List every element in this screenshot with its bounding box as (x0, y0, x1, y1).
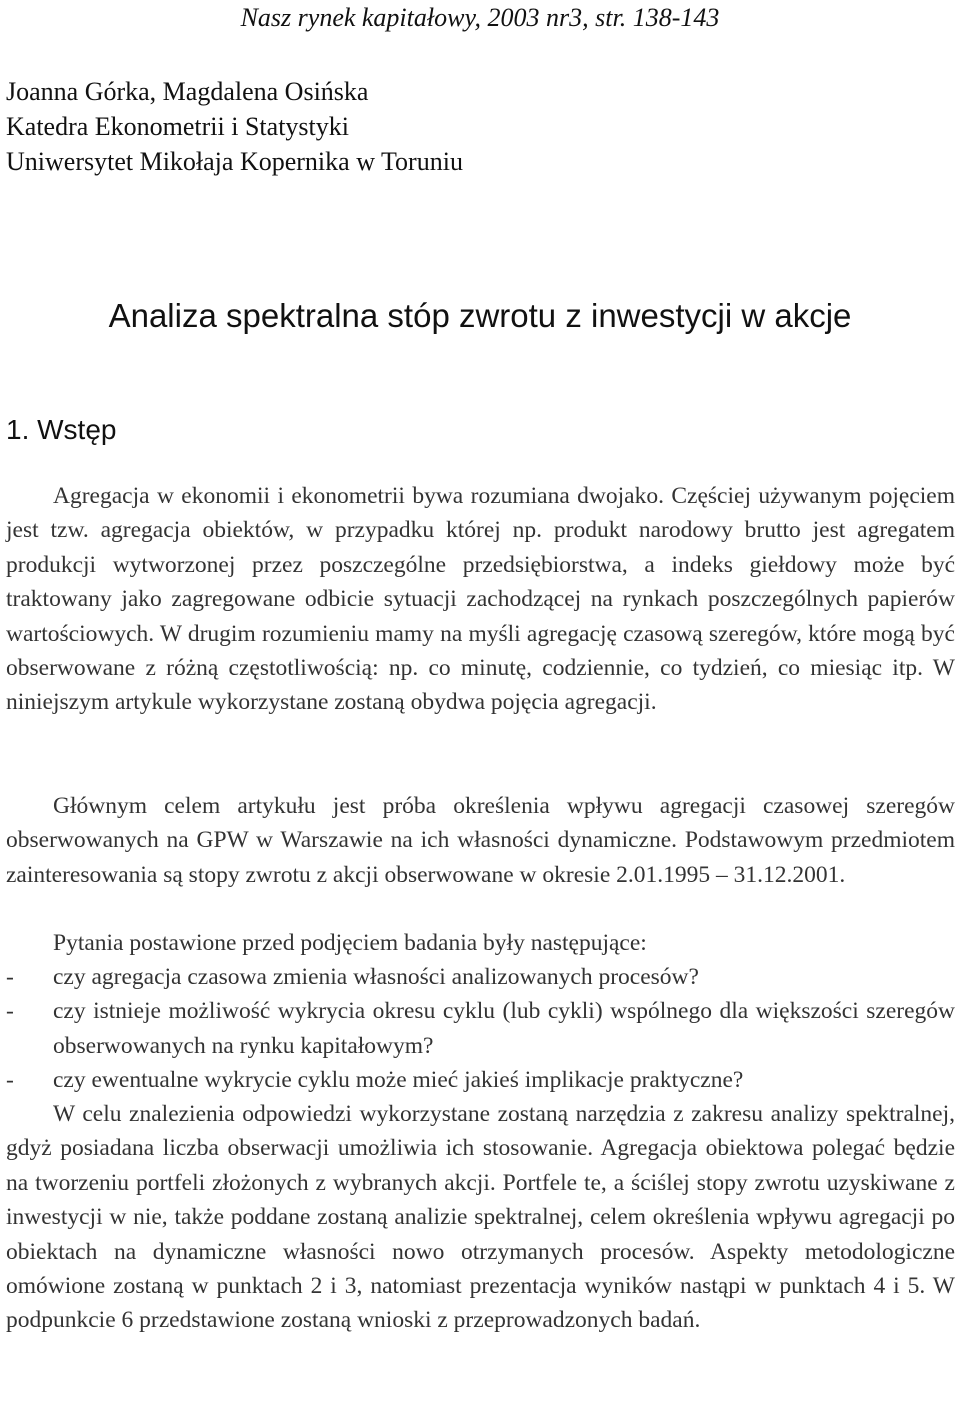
list-item (6, 994, 955, 1063)
list-item-text: czy agregacja czasowa zmienia własności analizowanych procesów? (53, 964, 699, 990)
intro-paragraph-2: Głównym celem artykułu jest próba określenia wpływu agregacji czasowej szeregów obserwowanych na GPW w Warszawie na ich własności dynamiczne. Podstawowym przedmiotem zainteresowania są stopy zwrotu z akcji obserwowane w okresie 2.01.1995 – 31.12.2001. (6, 793, 955, 888)
list-bullet: - (6, 998, 14, 1025)
intro-paragraph-1: Agregacja w ekonomii i ekonometrii bywa rozumiana dwojako. Częściej używanym pojęciem jest tzw. agregacja obiektów, w przypadku której np. produkt narodowy brutto jest agregatem produkcji wytworzonej przez poszczególne przedsiębiorstwa, a indeks giełdowy może być traktowany jako zagregowane odbicie sytuacji zachodzącej na rynkach poszczególnych papierów wartościowych. W drugim rozumieniu mamy na myśli agregację czasową szeregów, które mogą być obserwowane z różną częstotliwością: np. co minutę, codziennie, co tydzień, co miesiąc itp. W niniejszym artykule wykorzystane zostaną obydwa pojęcia agregacji. (6, 483, 955, 716)
author-department: Katedra Ekonometrii i Statystyki (6, 112, 349, 141)
list-item-text: czy istnieje możliwość wykrycia okresu cyklu (lub cykli) wspólnego dla większości szeregów obserwowanych na rynku kapitałowym? (53, 998, 955, 1059)
paper-title: Analiza spektralna stóp zwrotu z inwestycji w akcje (108, 297, 852, 334)
intro-paragraph-4: W celu znalezienia odpowiedzi wykorzystane zostaną narzędzia z zakresu analizy spektralnej, gdyż posiadana liczba obserwacji umożliwia ich stosowanie. Agregacja obiektowa polegać będzie na tworzeniu portfeli złożonych z wybranych akcji. Portfele te, a ściślej stopy zwrotu uzyskiwane z inwestycji w nie, także poddane zostaną analizie spektralnej, celem określenia wpływu agregacji po obiektach na dynamiczne własności nowo otrzymanych procesów. Aspekty metodologiczne omówione zostaną w punktach 2 i 3, natomiast prezentacja wyników nastąpi w punktach 4 i 5. W podpunkcie 6 przedstawione zostaną wnioski z przeprowadzonych badań. (6, 1101, 955, 1334)
list-item-text: czy ewentualne wykrycie cyklu może mieć jakieś implikacje praktyczne? (53, 1067, 744, 1094)
journal-reference: Nasz rynek kapitałowy, 2003 nr3, str. 138-143 (240, 3, 720, 32)
author-block (6, 74, 463, 179)
list-item (6, 1063, 955, 1097)
section-heading: 1. Wstęp (6, 414, 117, 445)
author-names: Joanna Górka, Magdalena Osińska (6, 77, 369, 106)
list-bullet: - (6, 1067, 14, 1094)
research-questions-list (6, 960, 955, 1098)
list-item (6, 960, 955, 994)
intro-paragraph-3: Pytania postawione przed podjęciem badania były następujące: (53, 930, 647, 956)
author-university: Uniwersytet Mikołaja Kopernika w Toruniu (6, 147, 463, 176)
list-bullet: - (6, 964, 14, 990)
